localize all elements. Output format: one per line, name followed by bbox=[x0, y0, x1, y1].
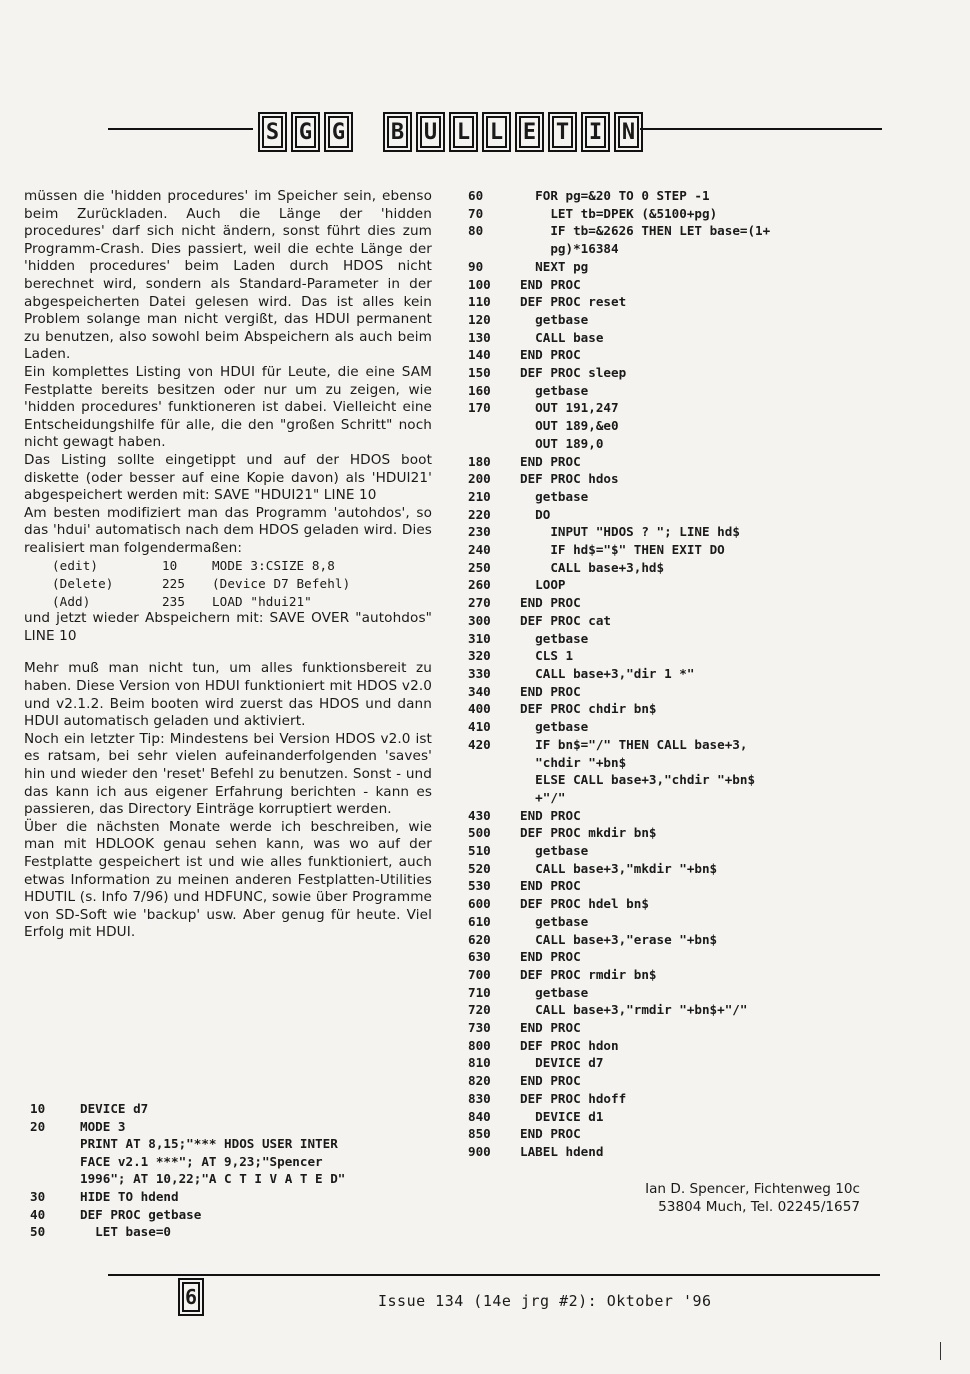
line-number: 730 bbox=[468, 1020, 491, 1036]
command-line: 10 bbox=[162, 558, 178, 574]
line-number: 110 bbox=[468, 294, 491, 310]
code-text: END PROC bbox=[520, 595, 581, 611]
code-line bbox=[468, 594, 898, 612]
line-number: 400 bbox=[468, 701, 491, 717]
paragraph: Ein komplettes Listing von HDUI für Leute, die eine SAM Festplatte bereits besitzen oder nur um zu zeigen, wie 'hidden procedures' funktioneren ist dabei. Vielleicht eine Entscheidungshilfe für alle, die den "großen Schritt" noch nicht gewagt haben. bbox=[24, 363, 432, 451]
code-line bbox=[468, 683, 898, 701]
code-line bbox=[468, 523, 898, 541]
code-line bbox=[468, 399, 898, 417]
paragraph: Mehr muß man nicht tun, um alles funktionsbereit zu haben. Diese Version von HDUI funktioniert mit HDOS v2.0 und v2.1.2. Beim booten wird zuerst das HDOS und dann HDUI automatisch geladen und aktiviert. bbox=[24, 660, 432, 730]
code-line bbox=[30, 1135, 450, 1153]
code-text: END PROC bbox=[520, 683, 581, 699]
line-number: 60 bbox=[468, 188, 484, 203]
code-text: DEF PROC cat bbox=[520, 612, 611, 628]
line-number bbox=[468, 417, 520, 435]
code-line bbox=[30, 1188, 450, 1206]
title-letter: T bbox=[548, 112, 577, 152]
line-number: 70 bbox=[468, 205, 484, 221]
code-text: FACE v2.1 ***"; AT 9,23;"Spencer bbox=[80, 1153, 323, 1169]
line-number: 620 bbox=[468, 931, 491, 947]
line-number: 130 bbox=[468, 329, 491, 345]
code-text: CALL base+3,hd$ bbox=[520, 559, 665, 575]
code-text: IF tb=&2626 THEN LET base=(1+ bbox=[520, 223, 771, 239]
code-text: HIDE TO hdend bbox=[80, 1188, 179, 1204]
code-text: IF hd$="$" THEN EXIT DO bbox=[520, 542, 725, 558]
code-line bbox=[468, 807, 898, 825]
line-number: 200 bbox=[468, 471, 491, 487]
code-line bbox=[468, 276, 898, 294]
line-number: 10 bbox=[30, 1101, 46, 1116]
code-line bbox=[468, 842, 898, 860]
line-number: 240 bbox=[468, 542, 491, 558]
command-row bbox=[52, 593, 432, 611]
code-text: getbase bbox=[520, 984, 589, 1000]
code-line bbox=[468, 1125, 898, 1143]
line-number: 410 bbox=[468, 719, 491, 735]
code-text: END PROC bbox=[520, 1126, 581, 1142]
line-number: 160 bbox=[468, 382, 491, 398]
line-number: 810 bbox=[468, 1055, 491, 1071]
command-text: (Device D7 Befehl) bbox=[212, 576, 351, 592]
code-listing-left bbox=[30, 1100, 450, 1241]
code-text: DEF PROC sleep bbox=[520, 365, 627, 381]
code-line bbox=[468, 559, 898, 577]
code-text: getbase bbox=[520, 382, 589, 398]
code-text: END PROC bbox=[520, 949, 581, 965]
code-line bbox=[468, 470, 898, 488]
paragraph: müssen die 'hidden procedures' im Speicher sein, ebenso beim Zurückladen. Auch die Länge der 'hidden procedures' darf sich nicht ändern, sonst führt dies zum Programm-Crash. Dies passiert, weil die echte Länge der 'hidden procedures' beim Laden durch HDOS nicht berechnet wird, sondern als Standard-Parameter in der abgespeicherten Datei gelesen wird. Das ist alles kein Problem solange man nicht vergißt, das HDUI permanent zu benutzen, also sowohl beim Abspeichern als auch beim Laden. bbox=[24, 188, 432, 363]
page-number: 6 bbox=[178, 1278, 204, 1316]
code-line bbox=[468, 435, 898, 453]
code-line bbox=[468, 1072, 898, 1090]
line-number bbox=[468, 754, 520, 772]
code-line bbox=[468, 293, 898, 311]
code-line bbox=[468, 612, 898, 630]
title-letter: U bbox=[416, 112, 445, 152]
command-key: (Delete) bbox=[52, 576, 114, 592]
code-text: getbase bbox=[520, 311, 589, 327]
code-text: LET base=0 bbox=[80, 1224, 171, 1240]
code-text: END PROC bbox=[520, 878, 581, 894]
line-number: 710 bbox=[468, 984, 491, 1000]
code-text: LET tb=DPEK (&5100+pg) bbox=[520, 205, 718, 221]
code-text: END PROC bbox=[520, 1073, 581, 1089]
code-line bbox=[468, 488, 898, 506]
command-table bbox=[52, 557, 432, 610]
line-number: 210 bbox=[468, 488, 491, 504]
code-text: END PROC bbox=[520, 1020, 581, 1036]
code-line bbox=[468, 576, 898, 594]
title-letter: I bbox=[581, 112, 610, 152]
code-text: 1996"; AT 10,22;"A C T I V A T E D" bbox=[80, 1171, 346, 1187]
title-letter: G bbox=[291, 112, 320, 152]
line-number: 140 bbox=[468, 347, 491, 363]
line-number: 270 bbox=[468, 595, 491, 611]
code-text: getbase bbox=[520, 913, 589, 929]
code-text: DEF PROC getbase bbox=[80, 1206, 202, 1222]
code-text: END PROC bbox=[520, 807, 581, 823]
command-line: 225 bbox=[162, 576, 186, 592]
code-text: DEF PROC hdoff bbox=[520, 1090, 627, 1106]
code-text: CALL base+3,"erase "+bn$ bbox=[520, 931, 718, 947]
line-number: 300 bbox=[468, 612, 491, 628]
code-text: NEXT pg bbox=[520, 258, 589, 274]
code-text: DEF PROC rmdir bn$ bbox=[520, 966, 657, 982]
code-line bbox=[468, 736, 898, 754]
scan-edge-mark bbox=[940, 1342, 941, 1360]
code-text: DEF PROC chdir bn$ bbox=[520, 701, 657, 717]
code-line bbox=[468, 1001, 898, 1019]
line-number: 840 bbox=[468, 1108, 491, 1124]
paragraph: Noch ein letzter Tip: Mindestens bei Version HDOS v2.0 ist es ratsam, bei sehr vielen aufeinanderfolgenden 'saves' hin und wieder den 'reset' Befehl zu benutzen. Sonst - und das kann ich aus eigener Erfahrung berichten - kann es passieren, das Directory Einträge korruptiert werden. bbox=[24, 730, 432, 818]
title-letter: G bbox=[324, 112, 353, 152]
line-number: 820 bbox=[468, 1073, 491, 1089]
line-number: 120 bbox=[468, 311, 491, 327]
code-line bbox=[468, 630, 898, 648]
code-text: OUT 191,247 bbox=[520, 400, 619, 416]
paragraph: und jetzt wieder Abspeichern mit: SAVE OVER "autohdos" LINE 10 bbox=[24, 610, 432, 644]
code-text: LOOP bbox=[520, 577, 566, 593]
line-number bbox=[468, 789, 520, 807]
code-line bbox=[468, 647, 898, 665]
paragraph: Am besten modifiziert man das Programm 'autohdos', so das 'hdui' automatisch nach dem HDOS geladen wird. Dies realisiert man folgendermaßen: bbox=[24, 504, 432, 556]
line-number: 500 bbox=[468, 825, 491, 841]
command-row bbox=[52, 557, 432, 575]
masthead-title bbox=[258, 112, 643, 152]
line-number: 700 bbox=[468, 966, 491, 982]
command-key: (edit) bbox=[52, 558, 99, 574]
line-number: 600 bbox=[468, 896, 491, 912]
code-text: IF bn$="/" THEN CALL base+3, bbox=[520, 736, 748, 752]
line-number: 20 bbox=[30, 1118, 46, 1134]
line-number bbox=[30, 1170, 80, 1188]
code-line bbox=[468, 824, 898, 842]
article-text-column bbox=[24, 188, 432, 942]
code-text: INPUT "HDOS ? "; LINE hd$ bbox=[520, 524, 740, 540]
code-text: DEVICE d7 bbox=[520, 1055, 604, 1071]
code-line bbox=[468, 1037, 898, 1055]
title-letter: L bbox=[449, 112, 478, 152]
line-number: 230 bbox=[468, 524, 491, 540]
line-number: 310 bbox=[468, 630, 491, 646]
footer-rule bbox=[108, 1274, 880, 1276]
line-number: 170 bbox=[468, 400, 491, 416]
line-number: 530 bbox=[468, 878, 491, 894]
code-line bbox=[468, 453, 898, 471]
paragraph: Über die nächsten Monate werde ich beschreiben, wie man mit HDLOOK genau sehen kann, was wo auf der Festplatte gespeichert ist und wie alles funktioniert, auch etwas Information zu meinen anderen Festplatten-Utilities HDUTIL (s. Info 7/96) und HDFUNC, sowie über Programme von SD-Soft wie 'backup' usw. Aber genug für heute. Viel Erfolg mit HDUI. bbox=[24, 818, 432, 941]
line-number: 630 bbox=[468, 949, 491, 965]
code-text: getbase bbox=[520, 843, 589, 859]
code-text: DEVICE d7 bbox=[80, 1101, 149, 1116]
line-number: 50 bbox=[30, 1224, 46, 1240]
line-number: 250 bbox=[468, 559, 491, 575]
code-line bbox=[468, 222, 898, 240]
line-number: 90 bbox=[468, 258, 484, 274]
code-line bbox=[30, 1118, 450, 1136]
code-line bbox=[468, 364, 898, 382]
line-number: 340 bbox=[468, 683, 491, 699]
code-text: FOR pg=&20 TO 0 STEP -1 bbox=[520, 188, 710, 203]
code-line bbox=[30, 1223, 450, 1241]
line-number: 510 bbox=[468, 843, 491, 859]
code-text: DEF PROC reset bbox=[520, 294, 627, 310]
title-letter: S bbox=[258, 112, 287, 152]
code-line bbox=[468, 506, 898, 524]
code-line bbox=[468, 1019, 898, 1037]
code-line bbox=[468, 541, 898, 559]
code-line bbox=[468, 187, 898, 205]
code-line bbox=[468, 913, 898, 931]
code-text: OUT 189,&e0 bbox=[520, 418, 619, 434]
code-text: CALL base+3,"rmdir "+bn$+"/" bbox=[520, 1002, 748, 1018]
code-line bbox=[30, 1206, 450, 1224]
code-line bbox=[468, 700, 898, 718]
line-number: 520 bbox=[468, 860, 491, 876]
command-line: 235 bbox=[162, 593, 186, 609]
command-row bbox=[52, 575, 432, 593]
code-line bbox=[468, 877, 898, 895]
command-key: (Add) bbox=[52, 593, 91, 609]
code-line bbox=[30, 1170, 450, 1188]
line-number: 330 bbox=[468, 665, 491, 681]
line-number bbox=[30, 1135, 80, 1153]
code-text: DEF PROC hdos bbox=[520, 471, 619, 487]
code-text: DEF PROC hdel bn$ bbox=[520, 896, 649, 912]
line-number: 150 bbox=[468, 365, 491, 381]
code-line bbox=[468, 931, 898, 949]
line-number: 610 bbox=[468, 913, 491, 929]
code-text: DEVICE d1 bbox=[520, 1108, 604, 1124]
code-line bbox=[468, 895, 898, 913]
code-line bbox=[468, 1054, 898, 1072]
line-number: 900 bbox=[468, 1143, 491, 1159]
line-number: 80 bbox=[468, 223, 484, 239]
line-number: 100 bbox=[468, 276, 491, 292]
code-text: getbase bbox=[520, 630, 589, 646]
line-number: 220 bbox=[468, 506, 491, 522]
code-text: CALL base+3,"mkdir "+bn$ bbox=[520, 860, 718, 876]
header-rule-left bbox=[108, 128, 253, 130]
code-text: END PROC bbox=[520, 347, 581, 363]
code-line bbox=[468, 789, 898, 807]
author-city-phone: 53804 Much, Tel. 02245/1657 bbox=[658, 1199, 860, 1215]
issue-info: Issue 134 (14e jrg #2): Oktober '96 bbox=[378, 1292, 712, 1310]
code-line bbox=[468, 329, 898, 347]
line-number: 40 bbox=[30, 1206, 46, 1222]
code-text: DEF PROC hdon bbox=[520, 1037, 619, 1053]
line-number bbox=[468, 771, 520, 789]
title-letter: B bbox=[383, 112, 412, 152]
paragraph: Das Listing sollte eingetippt und auf der HDOS boot diskette (oder besser auf eine Kopie davon) als 'HDUI21' abgespeichert werden mit: SAVE "HDUI21" LINE 10 bbox=[24, 451, 432, 504]
code-text: pg)*16384 bbox=[520, 241, 619, 257]
code-line bbox=[468, 1108, 898, 1126]
line-number: 320 bbox=[468, 648, 491, 664]
code-line bbox=[30, 1153, 450, 1171]
code-line bbox=[30, 1100, 450, 1118]
code-line bbox=[468, 966, 898, 984]
code-text: DO bbox=[520, 506, 551, 522]
code-line bbox=[468, 754, 898, 772]
code-text: getbase bbox=[520, 719, 589, 735]
line-number: 850 bbox=[468, 1126, 491, 1142]
code-text: +"/" bbox=[520, 789, 566, 805]
line-number: 260 bbox=[468, 577, 491, 593]
code-line bbox=[468, 311, 898, 329]
command-text: MODE 3:CSIZE 8,8 bbox=[212, 558, 335, 574]
code-text: CLS 1 bbox=[520, 648, 574, 664]
code-text: END PROC bbox=[520, 453, 581, 469]
code-line bbox=[468, 665, 898, 683]
line-number: 830 bbox=[468, 1090, 491, 1106]
line-number: 430 bbox=[468, 807, 491, 823]
line-number: 420 bbox=[468, 736, 491, 752]
code-line bbox=[468, 346, 898, 364]
command-text: LOAD "hdui21" bbox=[212, 593, 312, 609]
code-text: END PROC bbox=[520, 276, 581, 292]
code-line bbox=[468, 258, 898, 276]
code-line bbox=[468, 417, 898, 435]
code-line bbox=[468, 718, 898, 736]
code-line bbox=[468, 205, 898, 223]
author-name-address: Ian D. Spencer, Fichtenweg 10c bbox=[645, 1181, 860, 1197]
line-number: 30 bbox=[30, 1188, 46, 1204]
code-text: DEF PROC mkdir bn$ bbox=[520, 825, 657, 841]
code-text: CALL base+3,"dir 1 *" bbox=[520, 665, 695, 681]
line-number: 180 bbox=[468, 453, 491, 469]
title-letter: N bbox=[614, 112, 643, 152]
line-number bbox=[468, 240, 520, 258]
code-line bbox=[468, 948, 898, 966]
code-line bbox=[468, 984, 898, 1002]
header-rule-right bbox=[640, 128, 882, 130]
code-line bbox=[468, 771, 898, 789]
line-number: 800 bbox=[468, 1037, 491, 1053]
code-line bbox=[468, 860, 898, 878]
title-letter: E bbox=[515, 112, 544, 152]
code-text: MODE 3 bbox=[80, 1118, 126, 1134]
code-text: OUT 189,0 bbox=[520, 435, 604, 451]
line-number: 720 bbox=[468, 1002, 491, 1018]
code-text: PRINT AT 8,15;"*** HDOS USER INTER bbox=[80, 1136, 338, 1152]
code-line bbox=[468, 240, 898, 258]
code-listing-right bbox=[468, 187, 898, 1161]
code-text: ELSE CALL base+3,"chdir "+bn$ bbox=[520, 772, 756, 788]
line-number bbox=[468, 435, 520, 453]
line-number bbox=[30, 1153, 80, 1171]
title-letter: L bbox=[482, 112, 511, 152]
code-text: getbase bbox=[520, 488, 589, 504]
code-text: LABEL hdend bbox=[520, 1143, 604, 1159]
code-text: CALL base bbox=[520, 329, 604, 345]
author-signature bbox=[560, 1180, 860, 1216]
code-line bbox=[468, 1143, 898, 1161]
code-text: "chdir "+bn$ bbox=[520, 754, 627, 770]
code-line bbox=[468, 382, 898, 400]
code-line bbox=[468, 1090, 898, 1108]
